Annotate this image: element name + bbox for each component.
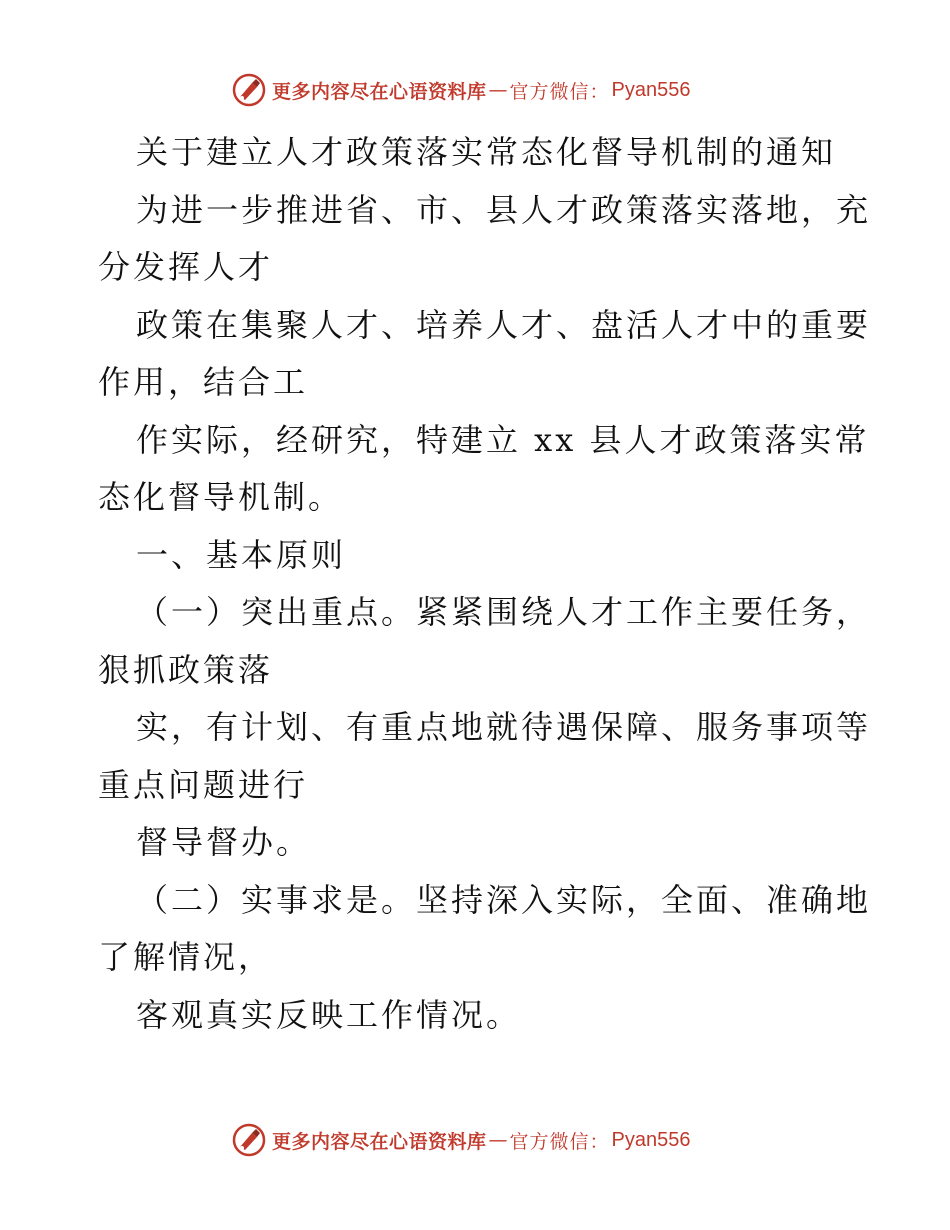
paragraph-line: 重点问题进行 — [98, 765, 309, 804]
document-title: 关于建立人才政策落实常态化督导机制的通知 — [136, 133, 837, 171]
document-body — [98, 124, 872, 1044]
section-heading: 一、基本原则 — [136, 535, 347, 574]
pen-logo-icon — [232, 1123, 266, 1157]
paragraph-line: 狠抓政策落 — [98, 650, 274, 689]
paragraph-line: 了解情况， — [98, 938, 274, 976]
paragraph-line: 督导督办。 — [136, 823, 312, 861]
paragraph-line: 为进一步推进省、市、县人才政策落实落地，充 — [136, 190, 872, 229]
paragraph-line: 实，有计划、有重点地就待遇保障、服务事项等 — [136, 708, 872, 746]
paragraph-line: （二）实事求是。坚持深入实际，全面、准确地 — [136, 880, 872, 919]
paragraph-line: 态化督导机制。 — [98, 478, 344, 516]
paragraph-line: 分发挥人才 — [98, 248, 274, 286]
header-watermark — [232, 72, 752, 108]
watermark-wechat-label: 官方微信： — [509, 80, 610, 103]
watermark-wechat-label: 官方微信： — [509, 1130, 610, 1153]
pen-logo-icon — [232, 73, 266, 107]
watermark-title: 更多内容尽在心语资料库 — [272, 1130, 487, 1153]
paragraph-line: 作实际，经研究，特建立 xx 县人才政策落实常 — [136, 420, 870, 459]
watermark-separator: — — [488, 79, 508, 101]
paragraph-line: 客观真实反映工作情况。 — [136, 995, 522, 1034]
paragraph-line: （一）突出重点。紧紧围绕人才工作主要任务， — [136, 593, 872, 631]
watermark-wechat-id: Pyan556 — [611, 1128, 691, 1151]
watermark-separator: — — [488, 1129, 508, 1151]
watermark-title: 更多内容尽在心语资料库 — [272, 80, 487, 103]
paragraph-line: 政策在集聚人才、培养人才、盘活人才中的重要 — [136, 305, 872, 344]
footer-watermark — [232, 1122, 752, 1158]
watermark-wechat-id: Pyan556 — [611, 78, 691, 101]
paragraph-line: 作用，结合工 — [98, 363, 309, 401]
